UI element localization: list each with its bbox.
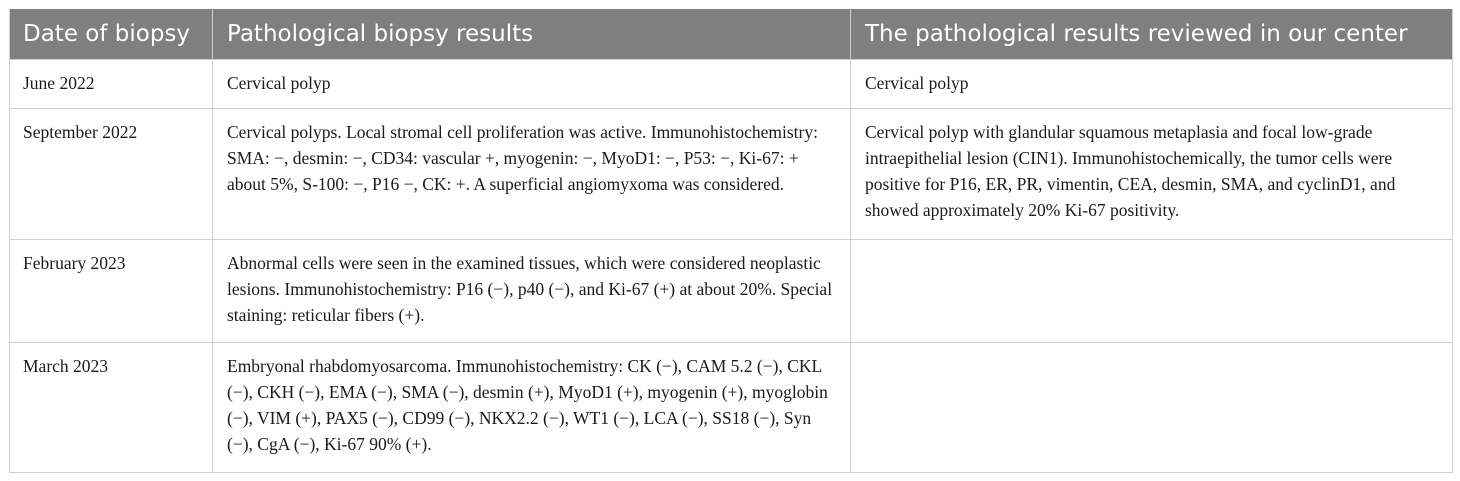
cell-review-result — [851, 240, 1453, 343]
pathology-table-container — [9, 9, 1452, 473]
pathology-table — [9, 9, 1453, 473]
table-row — [10, 343, 1453, 473]
cell-date: February 2023 — [10, 240, 213, 343]
table-row — [10, 240, 1453, 343]
cell-date: March 2023 — [10, 343, 213, 473]
table-header-row — [10, 9, 1453, 60]
header-date-of-biopsy: Date of biopsy — [10, 9, 213, 60]
cell-review-result: Cervical polyp with glandular squamous metaplasia and focal low-grade intraepithelial lesion (CIN1). Immunohistochemically, the tumor cells were positive for P16, ER, PR, vimentin, CEA, desmin, SMA, and cyclinD1, and showed approximately 20% Ki-67 positivity. — [851, 109, 1453, 240]
cell-review-result — [851, 343, 1453, 473]
cell-biopsy-result: Cervical polyp — [213, 60, 851, 109]
cell-biopsy-result: Cervical polyps. Local stromal cell proliferation was active. Immunohistochemistry: SMA: −, desmin: −, CD34: vascular +, myogenin: −, MyoD1: −, P53: −, Ki-67: + about 5%, S-100: −, P16 −, CK: +. A superficial angiomyxoma was considered. — [213, 109, 851, 240]
table-row — [10, 60, 1453, 109]
cell-date: September 2022 — [10, 109, 213, 240]
cell-date: June 2022 — [10, 60, 213, 109]
cell-biopsy-result: Abnormal cells were seen in the examined tissues, which were considered neoplastic lesions. Immunohistochemistry: P16 (−), p40 (−), and Ki-67 (+) at about 20%. Special staining: reticular fibers (+). — [213, 240, 851, 343]
header-pathological-biopsy-results: Pathological biopsy results — [213, 9, 851, 60]
table-row — [10, 109, 1453, 240]
header-reviewed-results: The pathological results reviewed in our center — [851, 9, 1453, 60]
cell-review-result: Cervical polyp — [851, 60, 1453, 109]
cell-biopsy-result: Embryonal rhabdomyosarcoma. Immunohistochemistry: CK (−), CAM 5.2 (−), CKL (−), CKH (−), EMA (−), SMA (−), desmin (+), MyoD1 (+), myogenin (+), myoglobin (−), VIM (+), PAX5 (−), CD99 (−), NKX2.2 (−), WT1 (−), LCA (−), SS18 (−), Syn (−), CgA (−), Ki-67 90% (+). — [213, 343, 851, 473]
